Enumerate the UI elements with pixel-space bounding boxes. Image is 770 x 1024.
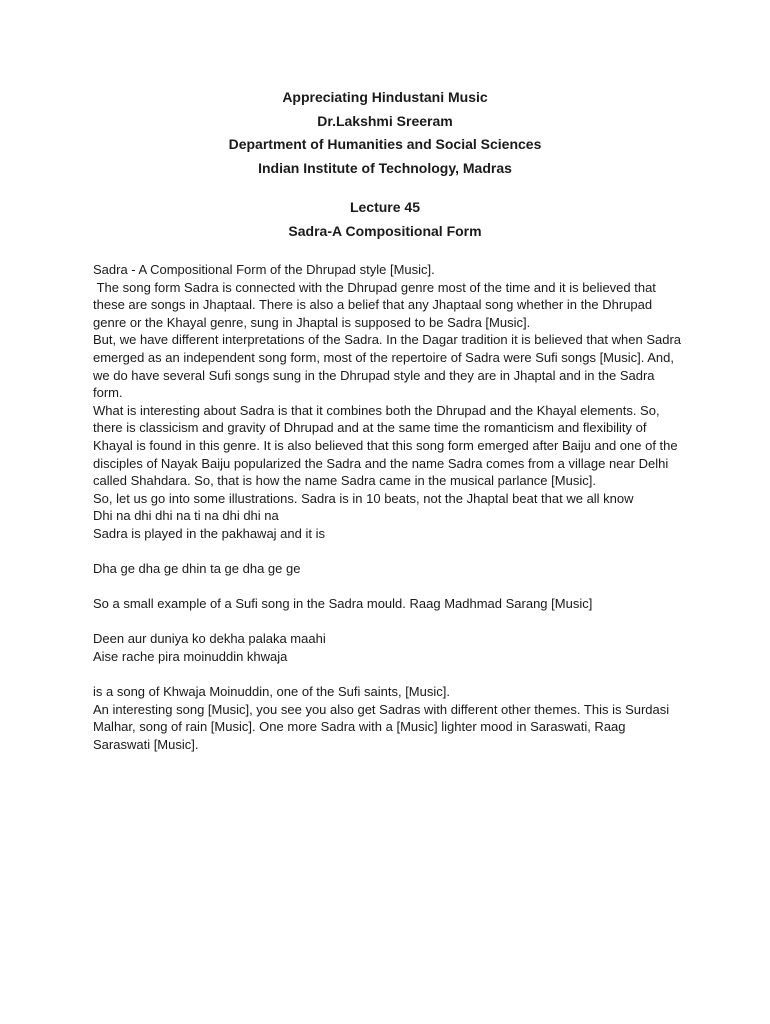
- paragraph-intro: Sadra - A Compositional Form of the Dhrupad style [Music].: [93, 262, 435, 277]
- header-spacer: [0, 180, 770, 196]
- paragraph-interpretations: But, we have different interpretations of the Sadra. In the Dagar tradition it is believed that when Sadra emerged as an independent song form, most of the repertoire of Sadra were Sufi songs [Music]. And, we do have several Sufi songs sung in the Dhrupad style and they are in Jhaptal and in the Sadra form.: [93, 332, 682, 401]
- institute-name: Indian Institute of Technology, Madras: [258, 159, 512, 176]
- blank-line: [93, 578, 683, 596]
- paragraph-illustrations: So, let us go into some illustrations. Sadra is in 10 beats, not the Jhaptal beat that we all know: [93, 490, 634, 506]
- course-title: Appreciating Hindustani Music: [282, 89, 488, 105]
- rhythm-line-dha: Dha ge dha ge dhin ta ge dha ge ge: [93, 561, 301, 577]
- lyric-line-1: Deen aur duniya ko dekha palaka maahi: [93, 631, 326, 647]
- transcript-body: [93, 261, 683, 754]
- blank-line: [93, 666, 683, 684]
- document-header: [0, 86, 770, 243]
- lecture-title: Sadra-A Compositional Form: [288, 222, 482, 239]
- blank-line: [93, 543, 683, 561]
- paragraph-combination: What is interesting about Sadra is that it combines both the Dhrupad and the Khayal elements. So, there is classicism and gravity of Dhrupad and at the same time the romanticism and flexibility of Khayal is found in this genre. It is also believed that this song form emerged after Baiju and one of the disciples of Nayak Baiju popularized the Sadra and the name Sadra comes from a village near Delhi called Shahdara. So, that is how the name Sadra came in the musical parlance [Music].: [93, 402, 678, 489]
- lecture-number: Lecture 45: [349, 199, 421, 215]
- paragraph-pakhawaj: Sadra is played in the pakhawaj and it is: [93, 525, 325, 541]
- blank-line: [93, 613, 683, 631]
- paragraph-other-themes: An interesting song [Music], you see you also get Sadras with different other themes. This is Surdasi Malhar, song of rain [Music]. One more Sadra with a [Music] lighter mood in Saraswati, Raag Saraswati [Music].: [93, 701, 670, 753]
- rhythm-line-dhi: Dhi na dhi dhi na ti na dhi dhi na: [93, 508, 279, 524]
- department-name: Department of Humanities and Social Sciences: [228, 136, 542, 152]
- paragraph-khwaja: is a song of Khwaja Moinuddin, one of the Sufi saints, [Music].: [93, 684, 450, 700]
- paragraph-sufi-example: So a small example of a Sufi song in the Sadra mould. Raag Madhmad Sarang [Music]: [93, 596, 593, 612]
- instructor-name: Dr.Lakshmi Sreeram: [317, 112, 453, 129]
- paragraph-song-form: The song form Sadra is connected with the Dhrupad genre most of the time and it is believed that these are songs in Jhaptaal. There is also a belief that any Jhaptaal song whether in the Dhrupad genre or the Khayal genre, sung in Jhaptal is supposed to be Sadra [Music].: [93, 279, 656, 330]
- lyric-line-2: Aise rache pira moinuddin khwaja: [93, 649, 288, 665]
